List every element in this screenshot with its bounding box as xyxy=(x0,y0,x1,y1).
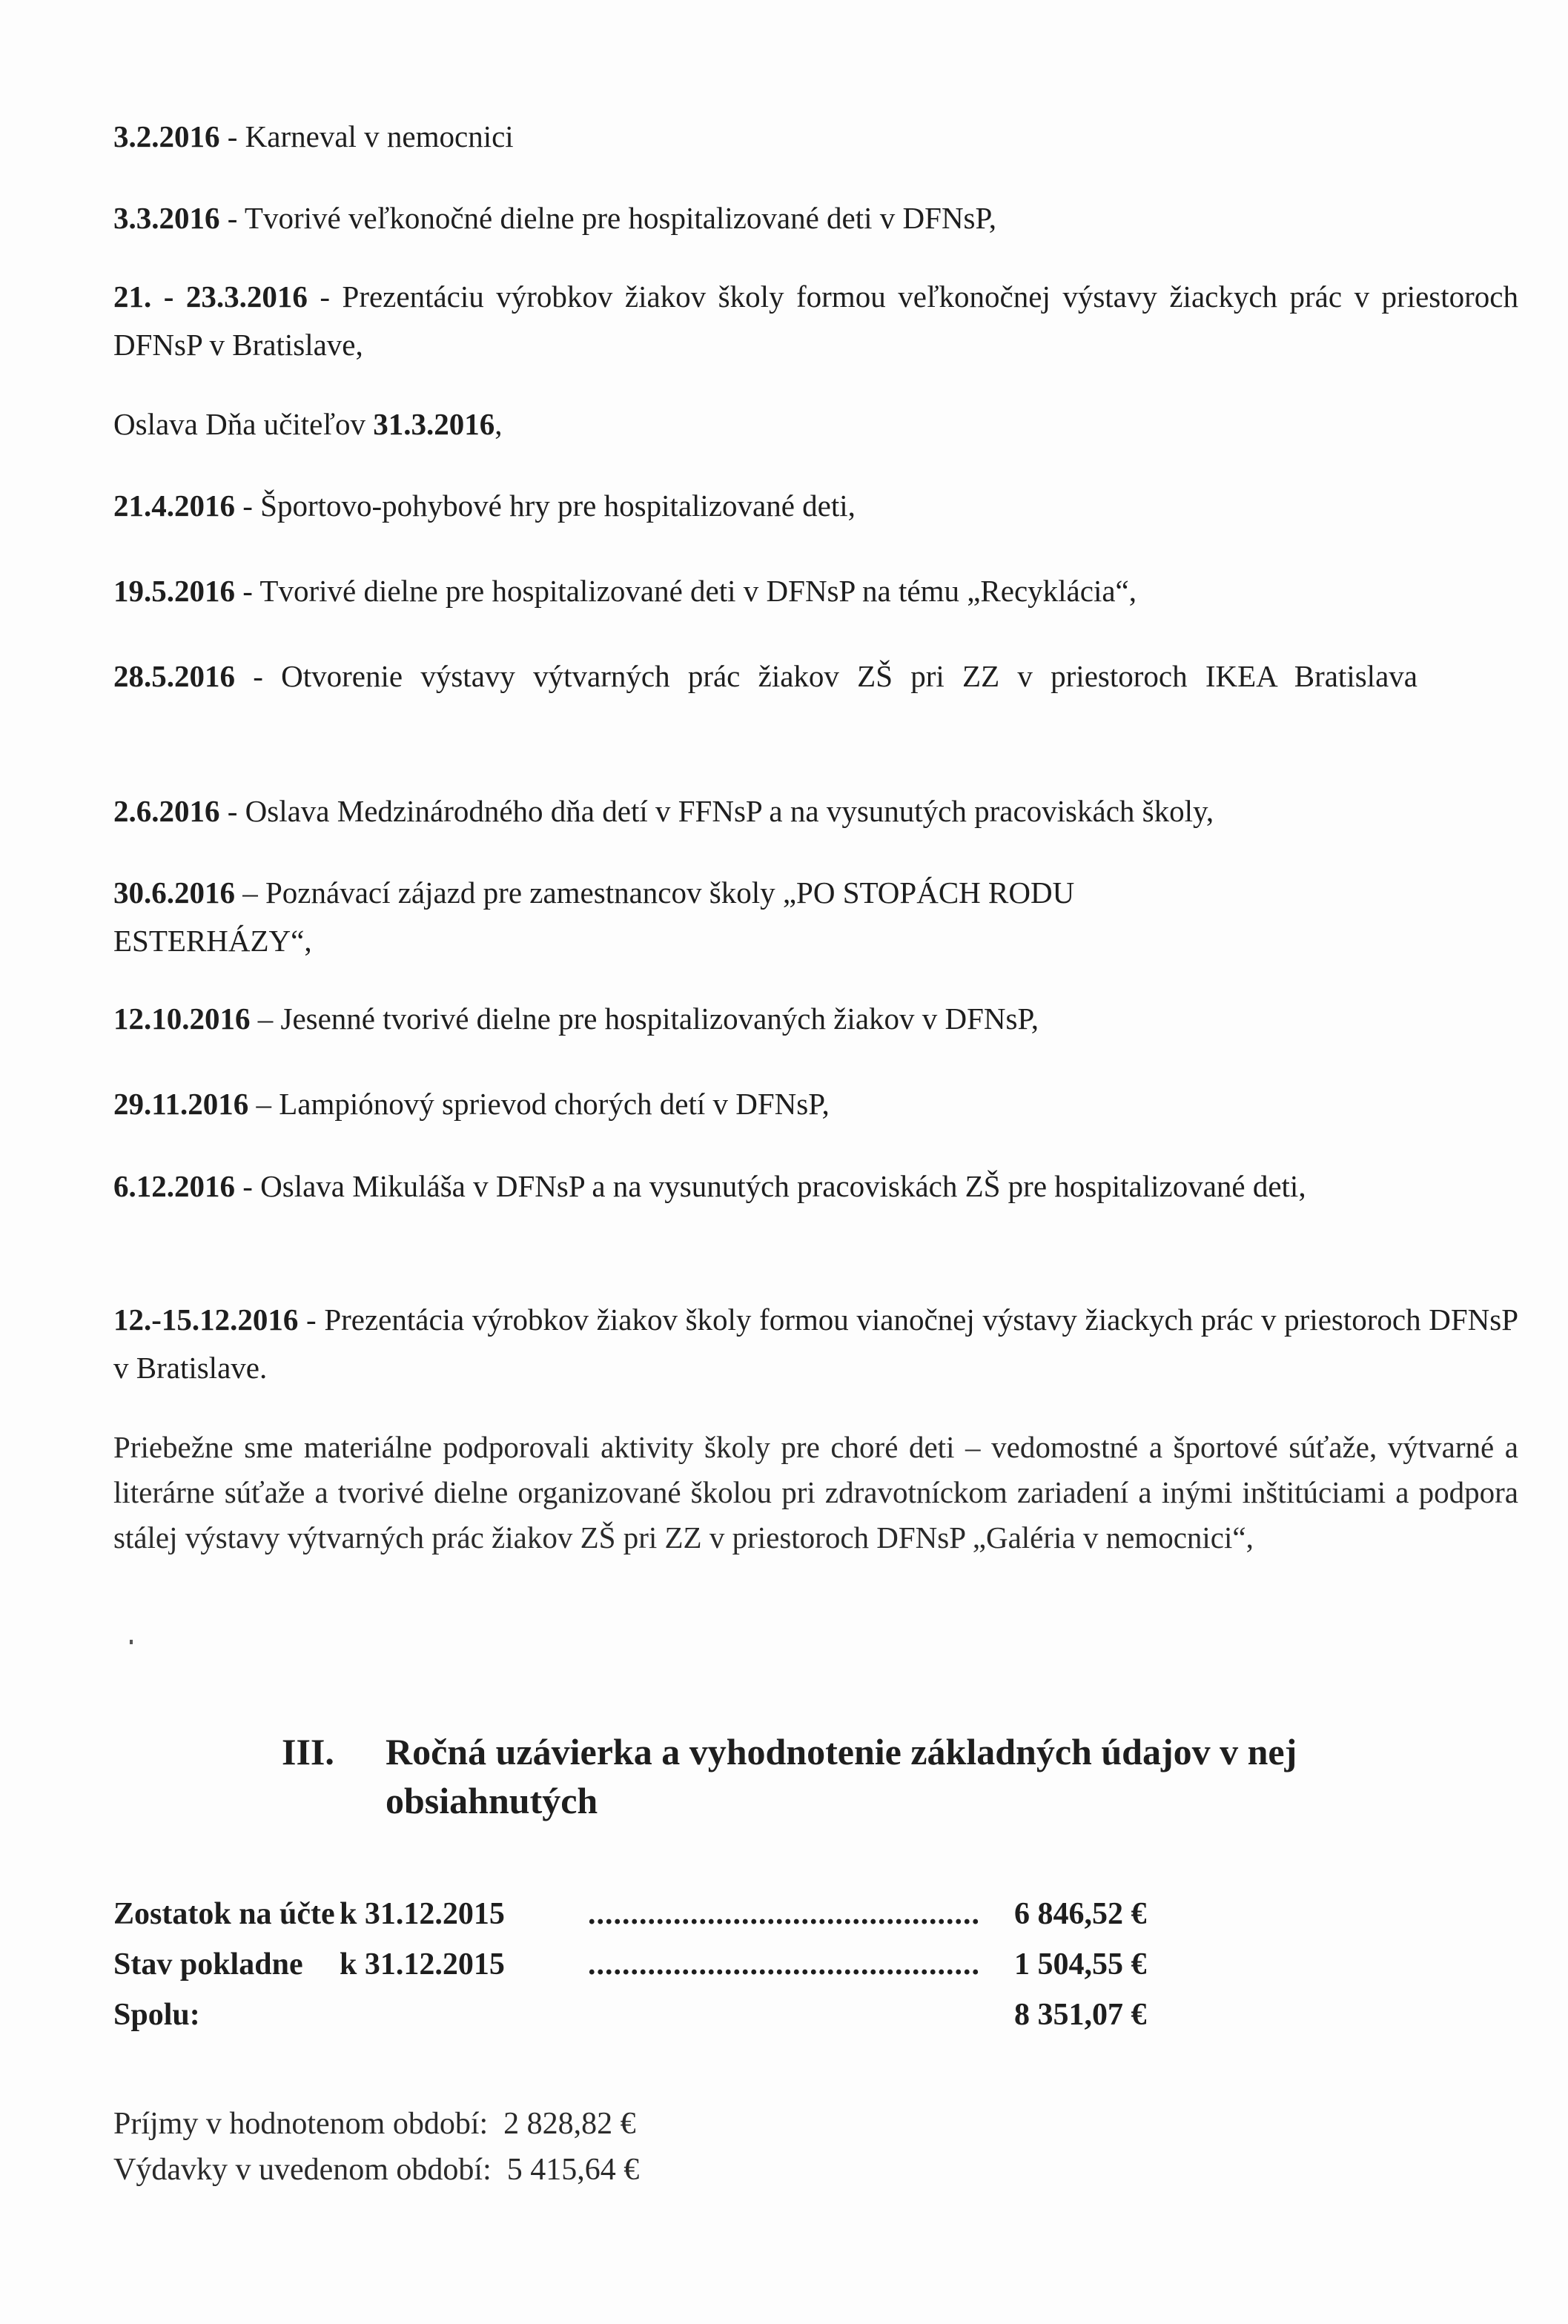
section-number: III. xyxy=(282,1731,334,1772)
event-date: 3.3.2016 xyxy=(113,201,220,235)
dot-leader: .............................................. xyxy=(588,1897,980,1931)
event-description: Prezentácia výrobkov žiakov školy formou vianočnej výstavy žiackych prác v priestoroch DFNsP v Bratislave. xyxy=(113,1302,1519,1385)
event-date: 28.5.2016 xyxy=(113,659,235,693)
summary-paragraph: Priebežne sme materiálne podporovali aktivity školy pre choré deti – vedomostné a športové súťaže, výtvarné a literárne súťaže a tvorivé dielne organizované školou pri zdravotníckom zariadení a inými inštitúciami a podpora stálej výstavy výtvarných prác žiakov ZŠ pri ZZ v priestoroch DFNsP „Galéria v nemocnici“, xyxy=(113,1430,1518,1555)
balance-row xyxy=(113,1889,1181,1939)
event-description: Karneval v nemocnici xyxy=(245,119,514,153)
balance-row xyxy=(113,1939,1181,1990)
event-description: Oslava Mikuláša v DFNsP a na vysunutých pracoviskách ZŠ pre hospitalizované deti, xyxy=(260,1169,1306,1203)
balance-amount: 8 351,07 € xyxy=(1014,1998,1147,2032)
event-description: Oslava Dňa učiteľov xyxy=(113,407,374,441)
balance-amount: 6 846,52 € xyxy=(1014,1897,1147,1931)
income-row xyxy=(113,2101,639,2147)
event-date: 31.3.2016 xyxy=(373,407,495,441)
expense-label: Výdavky v uvedenom období: xyxy=(113,2153,492,2187)
income-amount: 2 828,82 € xyxy=(503,2107,636,2141)
balance-table xyxy=(113,1889,1181,2040)
event-entry: 21. - 23.3.2016 - Prezentáciu výrobkov žiakov školy formou veľkonočnej výstavy žiackych prác v priestoroch DFNsP v Bratislave, xyxy=(113,279,1518,362)
balance-date: k 31.12.2015 xyxy=(340,1897,505,1931)
event-entry: 6.12.2016 - Oslava Mikuláša v DFNsP a na vysunutých pracoviskách ZŠ pre hospitalizované deti, xyxy=(113,1169,1306,1203)
event-entry: 2.6.2016 - Oslava Medzinárodného dňa detí v FFNsP a na vysunutých pracoviskách školy, xyxy=(113,794,1214,828)
event-description: Otvorenie výstavy výtvarných prác žiakov ZŠ pri ZZ v priestoroch IKEA Bratislava xyxy=(281,659,1418,693)
event-date: 6.12.2016 xyxy=(113,1169,235,1203)
event-date: 29.11.2016 xyxy=(113,1087,249,1121)
balance-total-row xyxy=(113,1990,1181,2040)
event-date: 3.2.2016 xyxy=(113,119,220,153)
event-date: 21.4.2016 xyxy=(113,489,235,523)
event-entry: 3.3.2016 - Tvorivé veľkonočné dielne pre hospitalizované deti v DFNsP, xyxy=(113,201,997,235)
balance-label: Zostatok na účte xyxy=(113,1897,335,1931)
event-description: Tvorivé dielne pre hospitalizované deti v DFNsP na tému „Recyklácia“, xyxy=(259,574,1137,608)
balance-date: k 31.12.2015 xyxy=(340,1947,505,1982)
event-date: 12.10.2016 xyxy=(113,1002,251,1036)
event-date: 30.6.2016 xyxy=(113,875,235,910)
balance-amount: 1 504,55 € xyxy=(1014,1947,1147,1982)
income-label: Príjmy v hodnotenom období: xyxy=(113,2107,489,2141)
event-entry: 12.-15.12.2016 - Prezentácia výrobkov žiakov školy formou vianočnej výstavy žiackych prác v priestoroch DFNsP v Bratislave. xyxy=(113,1302,1519,1385)
event-date: 2.6.2016 xyxy=(113,794,220,828)
dot-leader: .............................................. xyxy=(588,1947,980,1982)
event-description-continued: ESTERHÁZY“, xyxy=(113,924,312,958)
event-description: Športovo-pohybové hry pre hospitalizované deti, xyxy=(260,489,856,523)
event-description: Oslava Medzinárodného dňa detí v FFNsP a na vysunutých pracoviskách školy, xyxy=(245,794,1214,828)
event-entry: 28.5.2016 - Otvorenie výstavy výtvarných prác žiakov ZŠ pri ZZ v priestoroch IKEA Bratislava xyxy=(113,659,1418,693)
balance-label: Stav pokladne xyxy=(113,1947,303,1982)
event-description: Jesenné tvorivé dielne pre hospitalizovaných žiakov v DFNsP, xyxy=(280,1002,1039,1036)
event-description: Poznávací zájazd pre zamestnancov školy „PO STOPÁCH RODU xyxy=(265,875,1075,910)
event-date: 21. - 23.3.2016 xyxy=(113,279,308,314)
event-entry: 19.5.2016 - Tvorivé dielne pre hospitalizované deti v DFNsP na tému „Recyklácia“, xyxy=(113,574,1137,608)
section-title: Ročná uzávierka a vyhodnotenie základných údajov v nej obsiahnutých xyxy=(386,1731,1297,1821)
event-entry: Oslava Dňa učiteľov 31.3.2016, xyxy=(113,407,503,441)
event-date: 19.5.2016 xyxy=(113,574,235,608)
expense-row xyxy=(113,2147,639,2193)
income-expense-summary xyxy=(113,2101,639,2193)
balance-label: Spolu: xyxy=(113,1998,200,2032)
scan-artifact-dot xyxy=(130,1640,133,1644)
event-date: 12.-15.12.2016 xyxy=(113,1302,299,1337)
event-description: Prezentáciu výrobkov žiakov školy formou veľkonočnej výstavy žiackych prác v priestoroch DFNsP v Bratislave, xyxy=(113,279,1518,362)
event-entry: 30.6.2016 – Poznávací zájazd pre zamestnancov školy „PO STOPÁCH RODU ESTERHÁZY“, xyxy=(113,875,1075,958)
event-entry: 29.11.2016 – Lampiónový sprievod chorých detí v DFNsP, xyxy=(113,1087,830,1121)
event-entry: 21.4.2016 - Športovo-pohybové hry pre hospitalizované deti, xyxy=(113,489,856,523)
event-entry: 3.2.2016 - Karneval v nemocnici xyxy=(113,119,514,153)
expense-amount: 5 415,64 € xyxy=(506,2153,640,2187)
event-description: Lampiónový sprievod chorých detí v DFNsP, xyxy=(279,1087,830,1121)
event-description: Tvorivé veľkonočné dielne pre hospitalizované deti v DFNsP, xyxy=(244,201,997,235)
event-entry: 12.10.2016 – Jesenné tvorivé dielne pre hospitalizovaných žiakov v DFNsP, xyxy=(113,1002,1039,1036)
